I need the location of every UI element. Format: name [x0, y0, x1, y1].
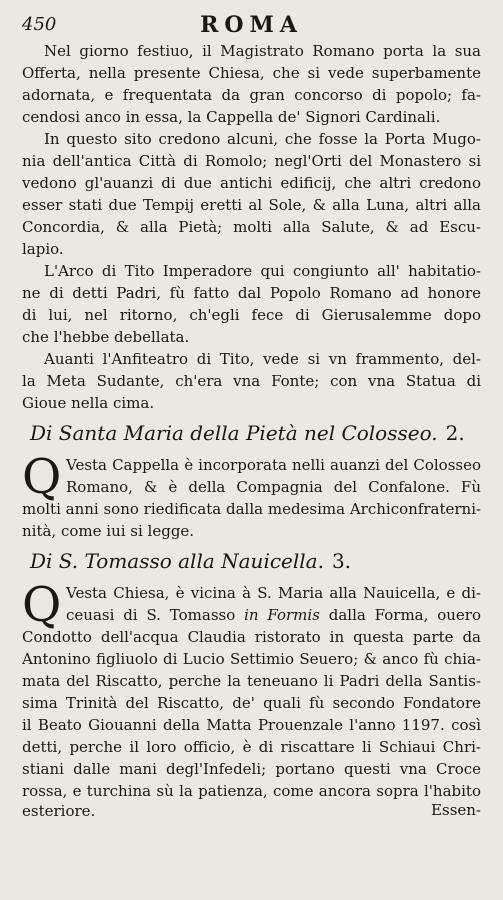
text-line: stiani dalle mani degl'Infedeli; portano questi vna Croce — [22, 760, 481, 778]
section-heading-san-tomasso — [22, 548, 489, 574]
section-title-text: Di S. Tomasso alla Nauicella. — [30, 549, 324, 573]
section-number: 2. — [445, 421, 465, 445]
paragraph-festivo — [22, 40, 481, 128]
text-line: mata del Riscatto, perche la teneuano li Padri della Santis- — [22, 672, 481, 690]
text-line: Vesta Cappella è incorporata nelli auanzi del Colosseo — [66, 456, 481, 474]
text-line: molti anni sono riedificata dalla medesima Archiconfraterni- — [22, 500, 481, 518]
text-line: detti, perche il loro officio, è di riscattare li Schiaui Chri- — [22, 738, 481, 756]
page-number: 450 — [22, 14, 57, 35]
text-line: che l'hebbe debellata. — [22, 328, 190, 346]
section-body-santa-maria-pieta — [22, 449, 481, 542]
text-line: Concordia, & alla Pietà; molti alla Salute, & ad Escu- — [22, 218, 481, 236]
text-line: Vesta Chiesa, è vicina à S. Maria alla Nauicella, e di- — [66, 584, 481, 602]
text-line: sima Trinità del Riscatto, de' quali fù secondo Fondatore — [22, 694, 481, 712]
drop-cap: Q — [22, 577, 62, 633]
italic-phrase: in Formis — [244, 606, 320, 624]
text-line: Gioue nella cima. — [22, 394, 155, 412]
text-line: nia dell'antica Città di Romolo; negl'Orti del Monastero si — [22, 152, 481, 170]
section-heading-santa-maria-pieta — [22, 420, 489, 446]
text-line: vedono gl'auanzi di due antichi edificij, che altri credono — [22, 174, 481, 192]
section-number: 3. — [331, 549, 352, 573]
text-line: di lui, nel ritorno, ch'egli fece di Gierusalemme dopo — [22, 306, 481, 324]
text-line — [22, 604, 481, 626]
text-line: esser stati due Tempij eretti al Sole, & alla Luna, altri alla — [22, 196, 481, 214]
paragraph-arco-di-tito — [22, 260, 481, 348]
text-line: rossa, e turchina sù la patienza, come ancora sopra l'habito — [22, 782, 481, 800]
text-line: adornata, e frequentata da gran concorso di popolo; fa- — [22, 86, 481, 104]
text-line: L'Arco di Tito Imperadore qui congiunto all' habitatio- — [44, 262, 481, 280]
text-line: il Beato Giouanni della Matta Prouenzale l'anno 1197. così — [22, 716, 481, 734]
text-line: Offerta, nella presente Chiesa, che si vede superbamente — [22, 64, 481, 82]
text-line: ne di detti Padri, fù fatto dal Popolo Romano ad honore — [22, 284, 481, 302]
text-line: Romano, & è della Compagnia del Confalone. Fù — [66, 478, 481, 496]
section-title-text: Di Santa Maria della Pietà nel Colosseo. — [30, 421, 438, 445]
text-line: Nel giorno festiuo, il Magistrato Romano porta la sua — [44, 42, 481, 60]
paragraph-meta-sudante — [22, 348, 481, 414]
catchword: Essen- — [431, 801, 481, 819]
text-line: lapio. — [22, 240, 64, 258]
running-head: ROMA — [200, 12, 303, 38]
text-line: Antonino figliuolo di Lucio Settimio Seuero; & anco fù chia- — [22, 650, 481, 668]
text-line: Condotto dell'acqua Claudia ristorato in questa parte da — [22, 628, 481, 646]
text-line: la Meta Sudante, ch'era vna Fonte; con vna Statua di — [22, 372, 481, 390]
text-line: In questo sito credono alcuni, che fosse la Porta Mugo- — [44, 130, 481, 148]
text-line: Auanti l'Anfiteatro di Tito, vede si vn frammento, del- — [44, 350, 481, 368]
paragraph-porta-mugonia — [22, 128, 481, 260]
drop-cap: Q — [22, 449, 62, 505]
text-fragment: dalla Forma, ouero — [328, 606, 481, 624]
text-line: cendosi anco in essa, la Cappella de' Signori Cardinali. — [22, 108, 441, 126]
section-body-san-tomasso — [22, 577, 481, 822]
text-line: nità, come iui si legge. — [22, 522, 195, 540]
text-fragment: ceuasi di S. Tomasso — [66, 606, 236, 624]
page-header — [22, 12, 481, 40]
text-line: esteriore. — [22, 802, 96, 820]
